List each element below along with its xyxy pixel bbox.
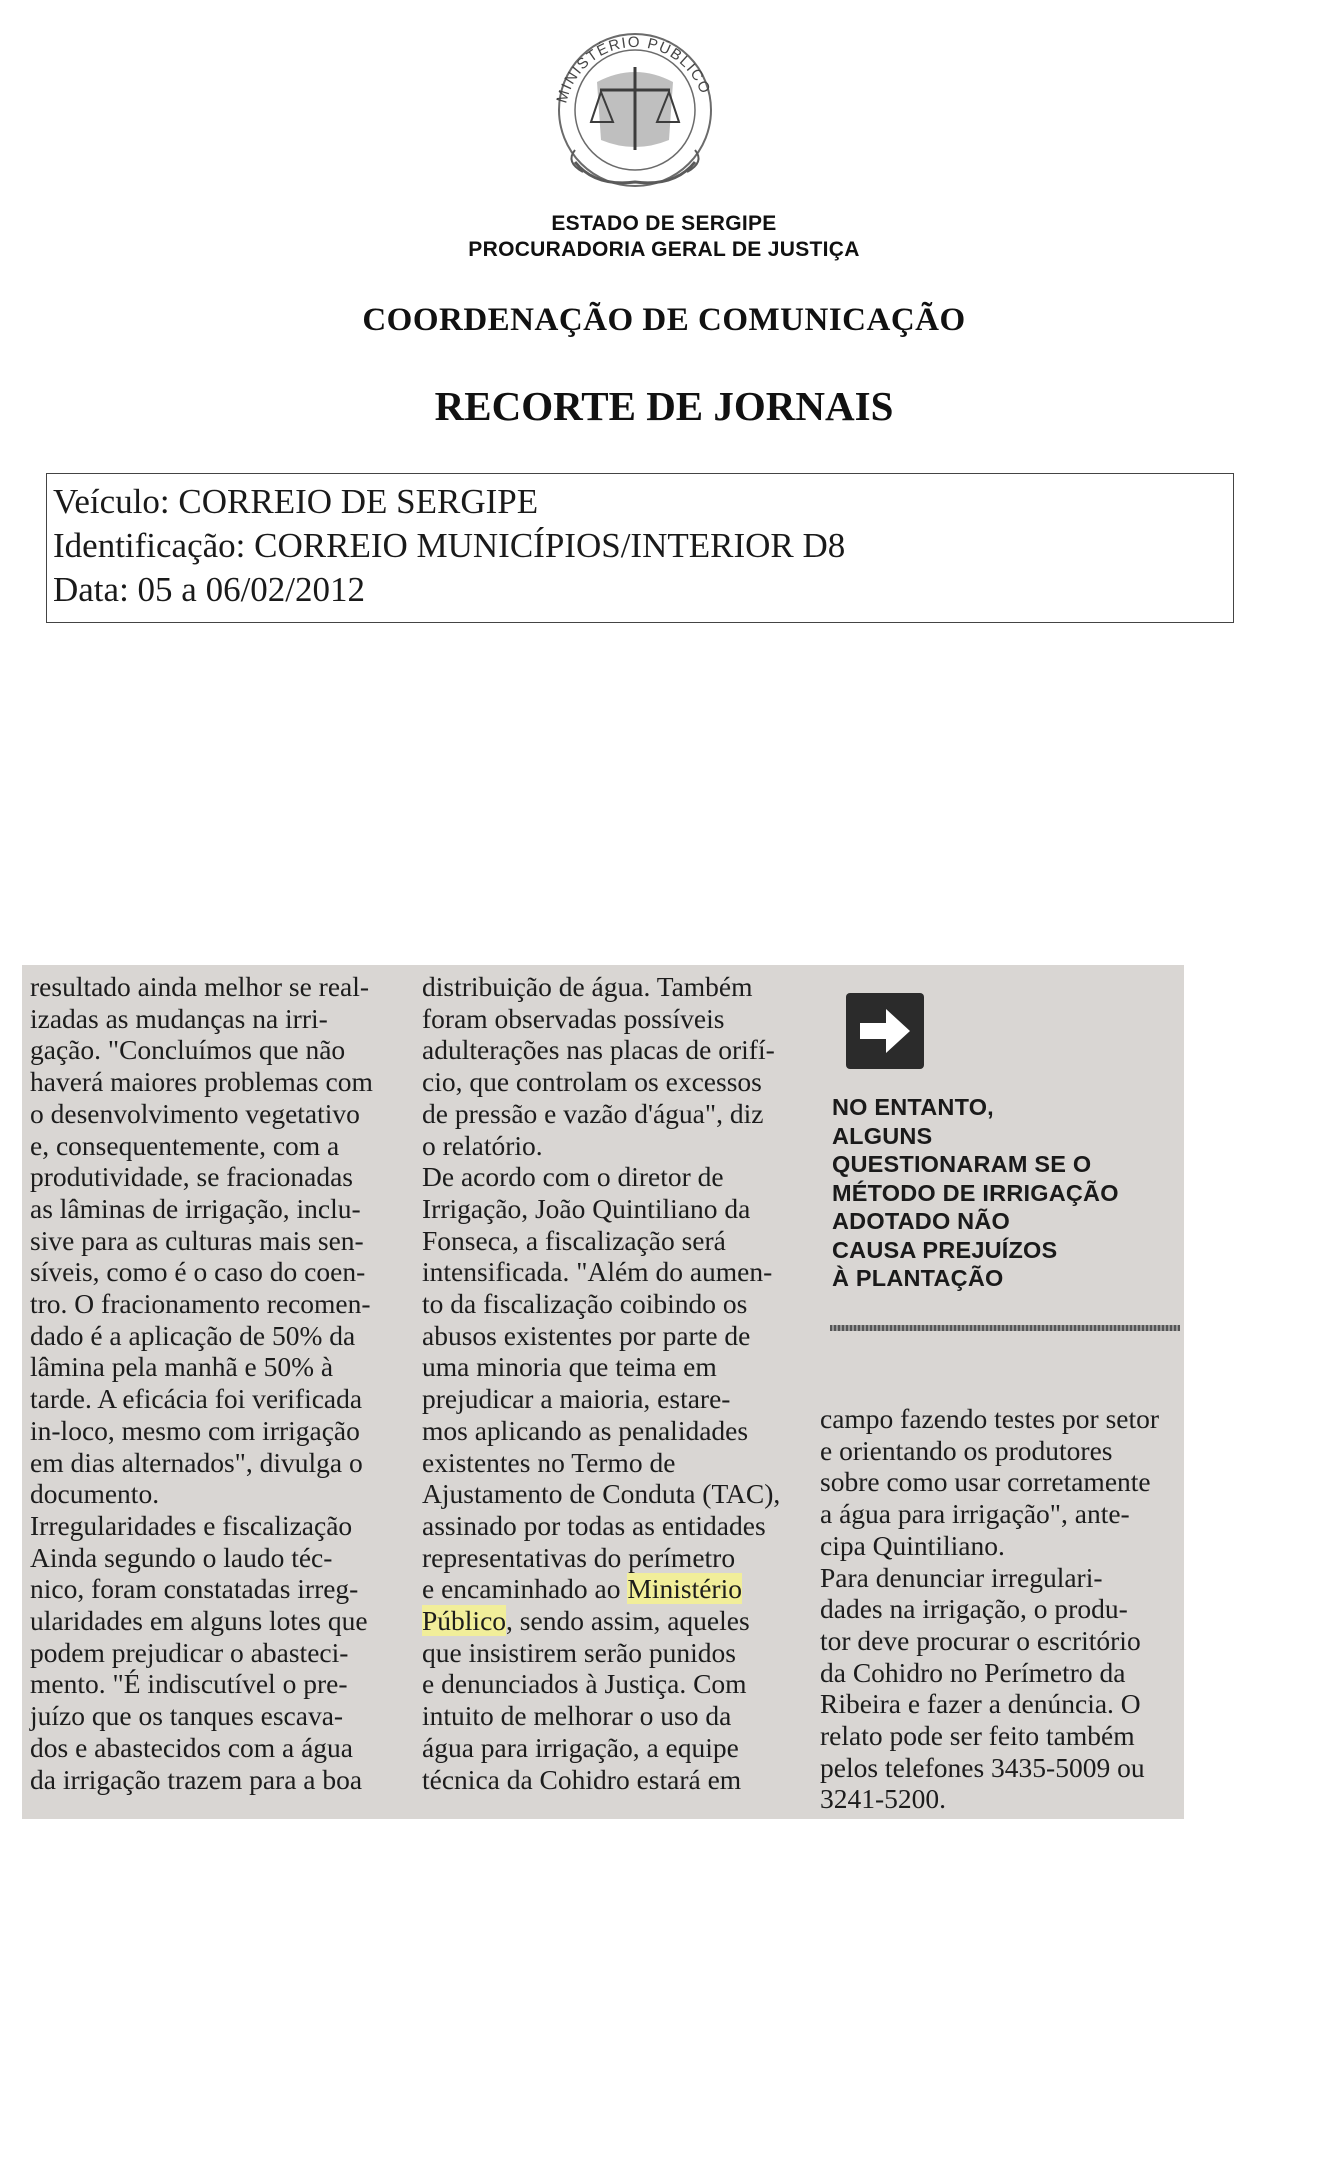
article-line: que insistirem serão punidos <box>422 1636 736 1668</box>
article-line: documento. <box>30 1478 160 1510</box>
article-column-3 <box>820 1403 1184 1815</box>
highlighted-text: Público <box>422 1605 507 1637</box>
article-line: ularidades em alguns lotes que <box>30 1605 368 1637</box>
header-procuradoria: PROCURADORIA GERAL DE JUSTIÇA <box>468 238 860 261</box>
highlighted-text: Ministério <box>627 1573 742 1605</box>
article-line: izadas as mudanças na irri- <box>30 1002 328 1034</box>
article-line <box>422 1573 798 1605</box>
pull-quote-line: ADOTADO NÃO <box>832 1208 1011 1234</box>
article-line: Irrigação, João Quintiliano da <box>422 1192 751 1224</box>
ministerio-publico-seal <box>535 22 735 197</box>
article-line: cio, que controlam os excessos <box>422 1066 762 1098</box>
article-line: tor deve procurar o escritório <box>820 1624 1141 1656</box>
article-line: a água para irrigação", ante- <box>820 1498 1130 1530</box>
article-line: pelos telefones 3435-5009 ou <box>820 1751 1145 1783</box>
pull-quote-line: QUESTIONARAM SE O <box>832 1151 1092 1177</box>
article-line: tro. O fracionamento recomen- <box>30 1288 371 1320</box>
article-line: Para denunciar irregulari- <box>820 1561 1103 1593</box>
article-line: síveis, como é o caso do coen- <box>30 1256 366 1288</box>
article-line: Ainda segundo o laudo téc- <box>30 1541 333 1573</box>
article-line: o relatório. <box>422 1129 543 1161</box>
article-line: in-loco, mesmo com irrigação <box>30 1414 360 1446</box>
article-line: intensificada. "Além do aumen- <box>422 1256 773 1288</box>
article-line: campo fazendo testes por setor <box>820 1403 1160 1434</box>
article-line: da irrigação trazem para a boa <box>30 1763 363 1795</box>
article-line: Ajustamento de Conduta (TAC), <box>422 1478 781 1510</box>
article-line: mos aplicando as penalidades <box>422 1414 749 1446</box>
article-line: representativas do perímetro <box>422 1541 736 1573</box>
article-line: 3241-5200. <box>820 1783 947 1815</box>
info-veiculo: Veículo: CORREIO DE SERGIPE <box>53 482 539 521</box>
article-line: da Cohidro no Perímetro da <box>820 1656 1126 1688</box>
article-line: dos e abastecidos com a água <box>30 1731 354 1763</box>
pull-quote-divider <box>830 1325 1180 1331</box>
article-line: e denunciados à Justiça. Com <box>422 1668 747 1700</box>
article-line: tarde. A eficácia foi verificada <box>30 1383 363 1415</box>
article-line: produtividade, se fracionadas <box>30 1161 354 1193</box>
article-line: existentes no Termo de <box>422 1446 676 1478</box>
article-line: assinado por todas as entidades <box>422 1509 766 1541</box>
article-line: distribuição de água. Também <box>422 971 753 1002</box>
article-line: as lâminas de irrigação, inclu- <box>30 1192 361 1224</box>
article-column-1 <box>30 971 400 1795</box>
article-line: Irregularidades e fiscalização <box>30 1509 353 1541</box>
pull-quote <box>832 1093 1172 1293</box>
article-line: em dias alternados", divulga o <box>30 1446 363 1478</box>
article-line: lâmina pela manhã e 50% à <box>30 1351 334 1383</box>
newspaper-clipping <box>22 965 1184 1819</box>
header-coordenacao: COORDENAÇÃO DE COMUNICAÇÃO <box>362 302 966 338</box>
clipping-info-box <box>46 473 1234 623</box>
article-line: Fonseca, a fiscalização será <box>422 1224 726 1256</box>
seal-ring-text: MINISTÉRIO PÚBLICO <box>553 33 714 106</box>
article-line: adulterações nas placas de orifí- <box>422 1034 775 1066</box>
article-line: mento. "É indiscutível o pre- <box>30 1668 348 1700</box>
article-line: dades na irrigação, o produ- <box>820 1593 1128 1625</box>
article-text: , sendo assim, aqueles <box>506 1605 750 1637</box>
article-line: resultado ainda melhor se real- <box>30 971 370 1002</box>
article-line: cipa Quintiliano. <box>820 1529 1005 1561</box>
pull-quote-line: CAUSA PREJUÍZOS <box>832 1236 1058 1263</box>
article-line: haverá maiores problemas com <box>30 1066 373 1098</box>
info-data: Data: 05 a 06/02/2012 <box>53 570 366 609</box>
article-line: De acordo com o diretor de <box>422 1161 724 1193</box>
article-line: água para irrigação, a equipe <box>422 1731 739 1763</box>
article-column-2 <box>422 971 798 1795</box>
pull-quote-line: ALGUNS <box>832 1122 933 1149</box>
article-line: de pressão e vazão d'água", diz <box>422 1097 764 1129</box>
article-line: prejudicar a maioria, estare- <box>422 1383 731 1415</box>
article-line: técnica da Cohidro estará em <box>422 1763 742 1795</box>
article-line: e, consequentemente, com a <box>30 1129 340 1161</box>
article-line <box>422 1605 798 1637</box>
article-line: nico, foram constatadas irreg- <box>30 1573 359 1605</box>
pull-quote-line: À PLANTAÇÃO <box>832 1265 1004 1291</box>
article-line: uma minoria que teima em <box>422 1351 717 1383</box>
article-line: abusos existentes por parte de <box>422 1319 751 1351</box>
page-title: RECORTE DE JORNAIS <box>434 383 894 429</box>
article-line: e orientando os produtores <box>820 1434 1113 1466</box>
article-line: gação. "Concluímos que não <box>30 1034 346 1066</box>
arrow-right-icon <box>846 993 924 1069</box>
seal-emblem-icon <box>535 22 735 197</box>
article-line: intuito de melhorar o uso da <box>422 1700 732 1732</box>
article-line: to da fiscalização coibindo os <box>422 1288 748 1320</box>
pull-quote-line: NO ENTANTO, <box>832 1094 994 1120</box>
article-line: Ribeira e fazer a denúncia. O <box>820 1688 1141 1720</box>
article-line: o desenvolvimento vegetativo <box>30 1097 360 1129</box>
article-line: dado é a aplicação de 50% da <box>30 1319 356 1351</box>
pull-quote-line: MÉTODO DE IRRIGAÇÃO <box>832 1179 1119 1206</box>
article-line: sive para as culturas mais sen- <box>30 1224 364 1256</box>
info-identificacao: Identificação: CORREIO MUNICÍPIOS/INTERIOR D8 <box>53 526 846 565</box>
article-line: podem prejudicar o abasteci- <box>30 1636 349 1668</box>
header-state: ESTADO DE SERGIPE <box>551 212 777 235</box>
article-line: relato pode ser feito também <box>820 1720 1135 1752</box>
article-line: foram observadas possíveis <box>422 1002 725 1034</box>
article-text: e encaminhado ao <box>422 1573 628 1605</box>
article-line: sobre como usar corretamente <box>820 1466 1151 1498</box>
article-line: juízo que os tanques escava- <box>30 1700 344 1732</box>
